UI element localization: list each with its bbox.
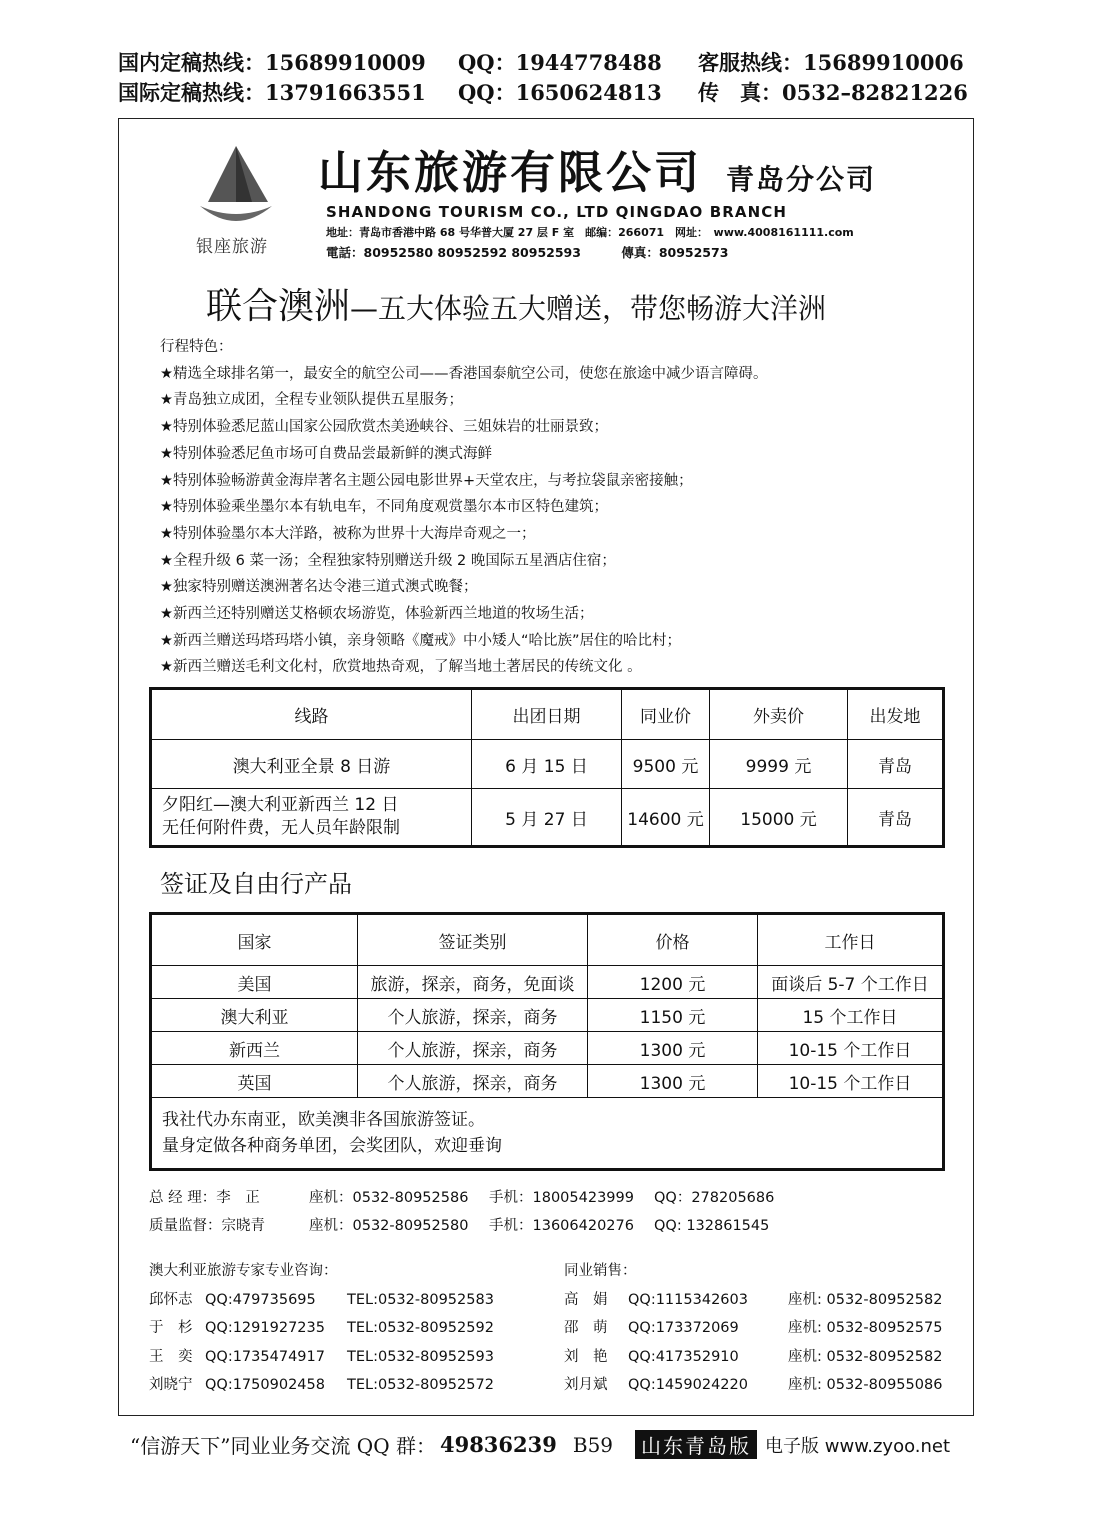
contact-tel: 座机：0532-80952580 <box>309 1218 469 1234</box>
person-qq: QQ:1459024220 <box>628 1377 748 1393</box>
list-item <box>149 1371 494 1400</box>
footer-website[interactable]: 电子版 www.zyoo.net <box>765 1435 951 1457</box>
table-row <box>151 999 944 1032</box>
contact-mobile: 手机：18005423999 <box>489 1190 634 1206</box>
contact-qq: QQ: 132861545 <box>654 1218 770 1234</box>
features-intro: 行程特色： <box>160 339 233 355</box>
feature-item: ★新西兰还特别赠送艾格顿农场游览，体验新西兰地道的牧场生活； <box>160 606 594 623</box>
visa-type: 个人旅游，探亲，商务 <box>358 999 588 1032</box>
person-name: 刘月斌 <box>564 1377 608 1393</box>
domestic-hotline: 国内定稿热线：15689910009 <box>118 50 426 75</box>
visa-type: 旅游，探亲，商务，免面谈 <box>358 966 588 999</box>
page-footer <box>130 1430 980 1459</box>
person-tel: TEL:0532-80952583 <box>347 1291 494 1308</box>
hotline-row-1 <box>118 48 978 78</box>
table-header-row <box>151 689 944 740</box>
contact-role: 质量监督：宗晓青 <box>149 1218 265 1234</box>
col-visa-type: 签证类别 <box>358 914 588 966</box>
col-trade-price: 同业价 <box>622 689 710 740</box>
table-row <box>151 789 944 847</box>
visa-country: 澳大利亚 <box>151 999 358 1032</box>
hotlines <box>118 48 978 108</box>
feature-item: ★精选全球排名第一，最安全的航空公司——香港国泰航空公司，使您在旅途中减少语言障碍。 <box>160 365 768 382</box>
route-date: 5 月 27 日 <box>472 789 622 847</box>
route-departure: 青岛 <box>848 740 944 789</box>
contact-row <box>149 1184 774 1212</box>
list-item <box>564 1314 942 1343</box>
col-retail-price: 外卖价 <box>710 689 848 740</box>
footer-slogan: “信游天下”同业业务交流 QQ 群： <box>130 1434 436 1458</box>
domestic-qq: QQ：1944778488 <box>458 50 662 75</box>
route-date: 6 月 15 日 <box>472 740 622 789</box>
visa-workdays: 15 个工作日 <box>758 999 944 1032</box>
person-qq: QQ:1750902458 <box>205 1377 325 1393</box>
person-tel: 座机: 0532-80955086 <box>788 1377 943 1393</box>
person-name: 于 杉 <box>149 1320 193 1336</box>
service-hotline: 客服热线：15689910006 <box>698 50 964 75</box>
table-header-row <box>151 914 944 966</box>
contact-qq: QQ：278205686 <box>654 1190 775 1206</box>
table-row <box>151 1065 944 1098</box>
contact-mobile: 手机：13606420276 <box>489 1218 634 1234</box>
trade-sales-list <box>564 1257 942 1400</box>
feature-item: ★特别体验悉尼蓝山国家公园欣赏杰美逊峡谷、三姐妹岩的壮丽景致； <box>160 419 608 436</box>
person-qq: QQ:479735695 <box>205 1291 316 1308</box>
list-item <box>149 1286 494 1315</box>
feature-item: ★特别体验畅游黄金海岸著名主题公园电影世界+天堂农庄，与考拉袋鼠亲密接触； <box>160 472 693 489</box>
company-fax: 傳真：80952573 <box>621 245 729 260</box>
footer-qq-group: 49836239 <box>439 1432 557 1457</box>
consultants-list <box>149 1257 494 1400</box>
route-note: 无任何附件费，无人员年龄限制 <box>162 818 400 838</box>
edition-badge: 山东青岛版 <box>635 1430 757 1459</box>
person-tel: TEL:0532-80952592 <box>347 1320 494 1336</box>
visa-country: 美国 <box>151 966 358 999</box>
visa-country: 新西兰 <box>151 1032 358 1065</box>
person-name: 邵 萌 <box>564 1320 608 1336</box>
list-item <box>149 1314 494 1343</box>
branch-name: 青岛分公司 <box>726 163 877 196</box>
list-item <box>564 1343 942 1372</box>
route-title: 夕阳红—澳大利亚新西兰 12 日 <box>162 795 399 815</box>
title-sub: —五大体验五大赠送，带您畅游大洋洲 <box>350 292 827 325</box>
logo-text: 银座旅游 <box>196 237 268 257</box>
routes-table <box>149 687 945 848</box>
visa-note-line-1: 我社代办东南亚，欧美澳非各国旅游签证。 <box>162 1110 485 1130</box>
person-qq: QQ:1115342603 <box>628 1291 748 1308</box>
management-contacts <box>149 1184 774 1240</box>
company-name: 山东旅游有限公司 <box>318 146 703 199</box>
company-phone: 電話：80952580 80952592 80952593 <box>326 245 581 260</box>
international-hotline: 国际定稿热线：13791663551 <box>118 80 426 105</box>
feature-item: ★新西兰赠送毛利文化村，欣赏地热奇观，了解当地土著居民的传统文化 。 <box>160 659 642 676</box>
feature-item: ★特别体验乘坐墨尔本有轨电车，不同角度观赏墨尔本市区特色建筑； <box>160 499 608 516</box>
table-row <box>151 966 944 999</box>
visa-price: 1200 元 <box>588 966 758 999</box>
table-row <box>151 1032 944 1065</box>
feature-item: ★特别体验悉尼鱼市场可自费品尝最新鲜的澳式海鲜 <box>160 445 492 462</box>
feature-item: ★独家特别赠送澳洲著名达令港三道式澳式晚餐； <box>160 579 478 596</box>
visa-workdays: 面谈后 5-7 个工作日 <box>758 966 944 999</box>
route-name: 澳大利亚全景 8 日游 <box>151 740 472 789</box>
sail-logo-icon <box>196 144 276 228</box>
person-qq: QQ:1735474917 <box>205 1348 325 1365</box>
col-workdays: 工作日 <box>758 914 944 966</box>
person-tel: TEL:0532-80952572 <box>347 1377 494 1393</box>
person-name: 高 娟 <box>564 1291 608 1308</box>
visa-note-row <box>151 1098 944 1170</box>
route-retail-price: 9999 元 <box>710 740 848 789</box>
international-qq: QQ：1650624813 <box>458 80 662 105</box>
list-item <box>564 1371 942 1400</box>
route-name <box>151 789 472 847</box>
person-tel: TEL:0532-80952593 <box>347 1348 494 1365</box>
route-trade-price: 14600 元 <box>622 789 710 847</box>
consultants-title: 澳大利亚旅游专家专业咨询： <box>149 1263 338 1279</box>
page-code: B59 <box>572 1432 614 1457</box>
person-name: 刘 艳 <box>564 1348 608 1365</box>
person-tel: 座机: 0532-80952582 <box>788 1291 943 1308</box>
visa-type: 个人旅游，探亲，商务 <box>358 1065 588 1098</box>
route-trade-price: 9500 元 <box>622 740 710 789</box>
visa-price: 1300 元 <box>588 1065 758 1098</box>
visa-note <box>151 1098 944 1170</box>
page-title <box>206 278 826 329</box>
feature-item: ★青岛独立成团，全程专业领队提供五星服务； <box>160 392 463 409</box>
person-qq: QQ:1291927235 <box>205 1320 325 1336</box>
visa-note-line-2: 量身定做各种商务单团，会奖团队，欢迎垂询 <box>162 1136 502 1156</box>
person-tel: 座机: 0532-80952575 <box>788 1320 943 1336</box>
itinerary-features <box>160 334 768 681</box>
list-item <box>149 1343 494 1372</box>
visa-type: 个人旅游，探亲，商务 <box>358 1032 588 1065</box>
col-route: 线路 <box>151 689 472 740</box>
visa-table <box>149 912 945 1171</box>
person-name: 刘晓宁 <box>149 1377 193 1393</box>
visa-workdays: 10-15 个工作日 <box>758 1032 944 1065</box>
contact-tel: 座机：0532-80952586 <box>309 1190 469 1206</box>
visa-price: 1300 元 <box>588 1032 758 1065</box>
contact-role: 总 经 理：李 正 <box>149 1190 260 1206</box>
company-name-en: SHANDONG TOURISM CO., LTD QINGDAO BRANCH <box>326 203 788 221</box>
col-date: 出团日期 <box>472 689 622 740</box>
visa-section-title: 签证及自由行产品 <box>160 870 352 898</box>
contact-row <box>149 1212 774 1240</box>
visa-workdays: 10-15 个工作日 <box>758 1065 944 1098</box>
col-price: 价格 <box>588 914 758 966</box>
title-main: 联合澳洲 <box>206 286 351 327</box>
trade-sales-title: 同业销售： <box>564 1263 637 1279</box>
fax-line: 传 真：0532–82821226 <box>698 80 968 105</box>
visa-price: 1150 元 <box>588 999 758 1032</box>
feature-item: ★全程升级 6 菜一汤；全程独家特别赠送升级 2 晚国际五星酒店住宿； <box>160 552 616 569</box>
col-country: 国家 <box>151 914 358 966</box>
person-tel: 座机: 0532-80952582 <box>788 1348 943 1365</box>
col-departure: 出发地 <box>848 689 944 740</box>
company-phones <box>326 243 764 261</box>
person-name: 王 奕 <box>149 1348 193 1365</box>
feature-item: ★特别体验墨尔本大洋路，被称为世界十大海岸奇观之一； <box>160 525 536 542</box>
table-row <box>151 740 944 789</box>
hotline-row-2 <box>118 78 978 108</box>
person-qq: QQ:417352910 <box>628 1348 739 1365</box>
feature-item: ★新西兰赠送玛塔玛塔小镇，亲身领略《魔戒》中小矮人“哈比族”居住的哈比村； <box>160 632 682 649</box>
person-qq: QQ:173372069 <box>628 1320 739 1336</box>
visa-country: 英国 <box>151 1065 358 1098</box>
route-retail-price: 15000 元 <box>710 789 848 847</box>
company-address: 地址：青岛市香港中路 68 号华普大厦 27 层 F 室 邮编：266071 网址： www.4008161111.com <box>326 226 854 239</box>
route-departure: 青岛 <box>848 789 944 847</box>
person-name: 邱怀志 <box>149 1291 193 1308</box>
list-item <box>564 1286 942 1315</box>
